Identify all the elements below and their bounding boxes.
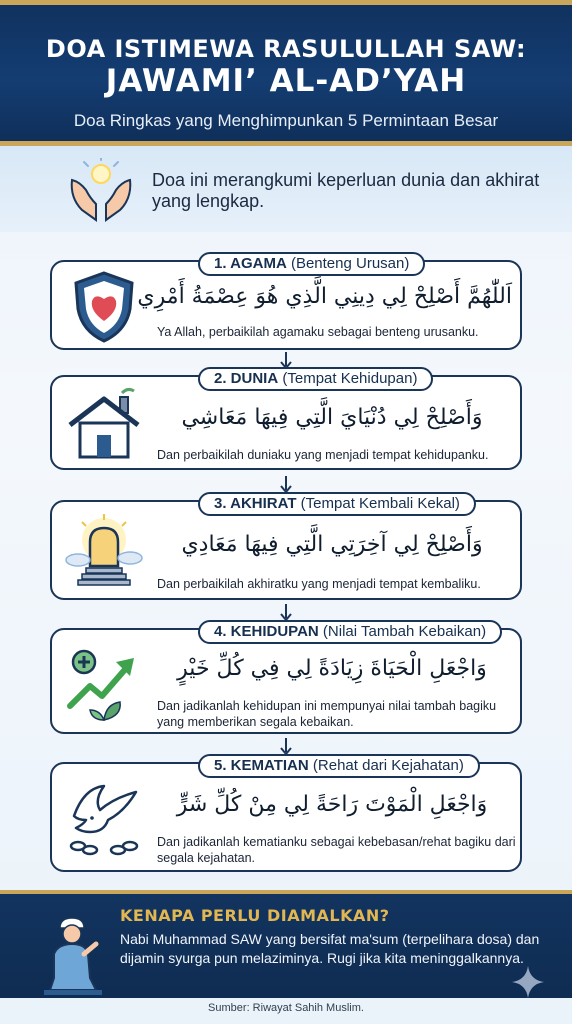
- card-label: 4. KEHIDUPAN (Nilai Tambah Kebaikan): [198, 620, 502, 644]
- card-label: 5. KEMATIAN (Rehat dari Kejahatan): [198, 754, 480, 778]
- sparkle-icon: [510, 964, 546, 1000]
- why-text: Nabi Muhammad SAW yang bersifat ma'sum (terpelihara dosa) dan dijamin syurga pun melaziminya. Rugi jika kita meninggalkannya.: [120, 931, 540, 966]
- arabic-text: وَاجْعَلِ الْمَوْتَ رَاحَةً لِي مِنْ كُلِّ شَرٍّ: [176, 792, 488, 817]
- title-line-1: DOA ISTIMEWA RASULULLAH SAW:: [45, 35, 527, 63]
- house-icon: [64, 385, 144, 465]
- title-line-2: JAWAMI’ AL-AD’YAH: [105, 63, 467, 99]
- intro-section: [0, 146, 572, 232]
- praying-hands-icon: [66, 158, 136, 224]
- card-label: 1. AGAMA (Benteng Urusan): [198, 252, 425, 276]
- shield-heart-icon: [64, 267, 144, 347]
- card-kehidupan: [50, 623, 522, 734]
- intro-text: Doa ini merangkumi keperluan dunia dan akhirat yang lengkap.: [152, 170, 540, 211]
- card-akhirat: [50, 495, 522, 600]
- translation-text: Ya Allah, perbaikilah agamaku sebagai benteng urusanku.: [157, 325, 479, 339]
- dove-broken-chain-icon: [64, 778, 144, 858]
- why-section: [0, 890, 572, 998]
- source-note: Sumber: Riwayat Sahih Muslim.: [208, 1002, 364, 1014]
- translation-text: Dan jadikanlah kehidupan ini mempunyai nilai tambah bagiku yang memberikan segala kebaikan.: [157, 699, 497, 729]
- arabic-text: وَاجْعَلِ الْحَيَاةَ زِيَادَةً لِي فِي كُلِّ خَيْرٍ: [177, 656, 487, 681]
- arabic-text: وَأَصْلِحْ لِي آخِرَتِي الَّتِي فِيهَا مَعَادِي: [181, 532, 483, 557]
- card-dunia: [50, 370, 522, 470]
- why-title: KENAPA PERLU DIAMALKAN?: [120, 906, 390, 925]
- translation-text: Dan jadikanlah kematianku sebagai kebebasan/rehat bagiku dari segala kejahatan.: [157, 835, 516, 865]
- card-kematian: [50, 757, 522, 872]
- arabic-text: اَللّٰهُمَّ أَصْلِحْ لِي دِينِي الَّذِي هُوَ عِصْمَةُ أَمْرِي: [137, 284, 512, 309]
- header-banner: [0, 0, 572, 146]
- growth-chart-icon: [64, 644, 144, 724]
- card-label: 3. AKHIRAT (Tempat Kembali Kekal): [198, 492, 476, 516]
- heaven-gate-icon: [64, 512, 144, 592]
- subtitle: Doa Ringkas yang Menghimpunkan 5 Permintaan Besar: [73, 111, 499, 130]
- praying-man-icon: [40, 914, 106, 998]
- card-label: 2. DUNIA (Tempat Kehidupan): [198, 367, 433, 391]
- card-agama: [50, 255, 522, 350]
- translation-text: Dan perbaikilah akhiratku yang menjadi tempat kembaliku.: [157, 577, 481, 591]
- translation-text: Dan perbaikilah duniaku yang menjadi tempat kehidupanku.: [157, 448, 489, 462]
- arabic-text: وَأَصْلِحْ لِي دُنْيَايَ الَّتِي فِيهَا مَعَاشِي: [181, 405, 483, 430]
